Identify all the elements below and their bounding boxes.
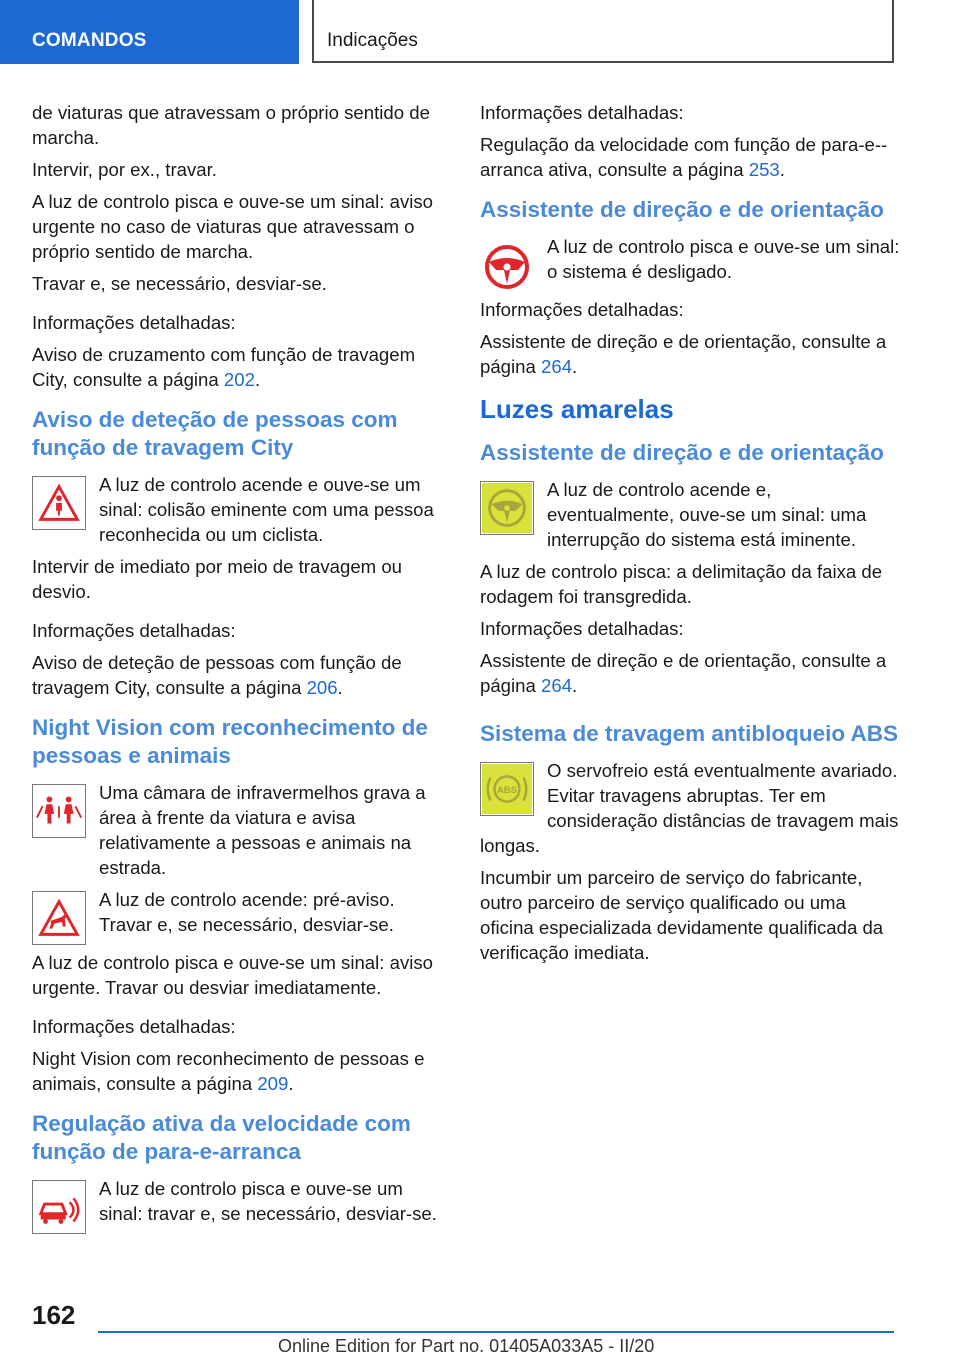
paragraph: Intervir, por ex., travar. <box>32 159 217 180</box>
section-heading-abs: Sistema de travagem antibloqueio ABS <box>480 721 899 746</box>
abs-warning-icon <box>480 762 534 816</box>
section-heading-acc: Regulação ativa da velocidade com função de para-e-arranca <box>32 1111 411 1164</box>
acc-car-warning-icon <box>32 1180 86 1234</box>
icon-description: A luz de controlo pisca e ouve-se um sinal: o sistema é desligado. <box>547 236 900 282</box>
paragraph: Intervir de imediato por meio de travagem ou desvio. <box>32 556 402 602</box>
icon-description: A luz de controlo acende: pré-aviso. Travar e, se necessário, desviar-se. <box>99 889 395 935</box>
page-title: Indicações <box>327 30 418 51</box>
night-vision-row-2 <box>32 887 448 943</box>
footer-divider <box>98 1331 894 1333</box>
steering-red-row <box>480 234 900 290</box>
paragraph: Assistente de direção e de orientação, consulte a página 264. <box>480 331 887 377</box>
paragraph: Incumbir um parceiro de serviço do fabricante, outro parceiro de serviço qualificado ou uma oficina especializada devidamente qualificada da verificação imediata. <box>480 867 884 963</box>
icon-description: A luz de controlo acende e, eventualmente, ouve-se um sinal: uma interrupção do sistema está iminente. <box>547 479 867 550</box>
paragraph: A luz de controlo pisca e ouve-se um sinal: aviso urgente no caso de viaturas que atravessam o próprio sentido de marcha. <box>32 191 434 262</box>
steering-yellow-row <box>480 477 900 552</box>
pedestrian-warning-icon <box>32 476 86 530</box>
night-vision-animal-icon <box>32 891 86 945</box>
section-heading-steering-yellow: Assistente de direção e de orientação <box>480 440 884 465</box>
section-heading-night-vision: Night Vision com reconhecimento de pessoas e animais <box>32 715 428 768</box>
chapter-heading-yellow-lights: Luzes amarelas <box>480 394 674 424</box>
section-tab[interactable] <box>0 0 299 64</box>
section-heading-pedestrian: Aviso de deteção de pessoas com função de travagem City <box>32 407 398 460</box>
paragraph: Informações detalhadas: <box>480 618 684 639</box>
svg-text:ABS: ABS <box>496 784 518 796</box>
paragraph: A luz de controlo pisca: a delimitação da faixa de rodagem foi transgredida. <box>480 561 883 607</box>
abs-paragraph: ABS O servofreio está eventualmente avariado. Evitar travagens abruptas. Ter em consideração distâncias de travagem mais longas. <box>480 760 899 856</box>
page-link[interactable]: 202 <box>223 369 255 390</box>
paragraph: Aviso de deteção de pessoas com função de travagem City, consulte a página 206. <box>32 652 402 698</box>
paragraph: Informações detalhadas: <box>32 1016 236 1037</box>
paragraph: de viaturas que atravessam o próprio sentido de marcha. <box>32 102 430 148</box>
page-link[interactable]: 264 <box>541 675 573 696</box>
page-link[interactable]: 264 <box>541 356 573 377</box>
page-link[interactable]: 209 <box>257 1073 289 1094</box>
page-link[interactable]: 253 <box>748 159 780 180</box>
paragraph: A luz de controlo pisca e ouve-se um sinal: aviso urgente. Travar ou desviar imediatamente. <box>32 952 434 998</box>
acc-warning-row <box>32 1176 448 1232</box>
icon-description: A luz de controlo acende e ouve-se um sinal: colisão eminente com uma pessoa reconhecida ou um ciclista. <box>99 474 434 545</box>
night-vision-row-1 <box>32 780 448 880</box>
right-column <box>480 100 900 972</box>
icon-description: Uma câmara de infravermelhos grava a área à frente da viatura e avisa relativamente a pessoas e animais na estrada. <box>99 782 426 878</box>
paragraph: Assistente de direção e de orientação, consulte a página 264. <box>480 650 887 696</box>
paragraph: Informações detalhadas: <box>480 102 684 123</box>
page-title-box <box>312 0 894 63</box>
section-heading-steering-red: Assistente de direção e de orientação <box>480 197 884 222</box>
paragraph: Aviso de cruzamento com função de travagem City, consulte a página 202. <box>32 344 416 390</box>
paragraph: Regulação da velocidade com função de para-e--arranca ativa, consulte a página 253. <box>480 134 888 180</box>
pedestrian-warning-row <box>32 472 448 547</box>
section-label: COMANDOS <box>32 30 147 51</box>
steering-wheel-red-icon <box>480 238 534 292</box>
paragraph: Informações detalhadas: <box>480 299 684 320</box>
page-number: 162 <box>32 1300 76 1330</box>
page-link[interactable]: 206 <box>306 677 338 698</box>
icon-description: A luz de controlo pisca e ouve-se um sinal: travar e, se necessário, desviar-se. <box>99 1178 437 1224</box>
steering-wheel-yellow-icon <box>480 481 534 535</box>
paragraph: Travar e, se necessário, desviar-se. <box>32 273 327 294</box>
paragraph: Night Vision com reconhecimento de pessoas e animais, consulte a página 209. <box>32 1048 425 1094</box>
paragraph: Informações detalhadas: <box>32 620 236 641</box>
left-column <box>32 100 448 1239</box>
paragraph: Informações detalhadas: <box>32 312 236 333</box>
footer-edition: Online Edition for Part no. 01405A033A5 - II/20 <box>278 1336 655 1356</box>
night-vision-persons-icon <box>32 784 86 838</box>
